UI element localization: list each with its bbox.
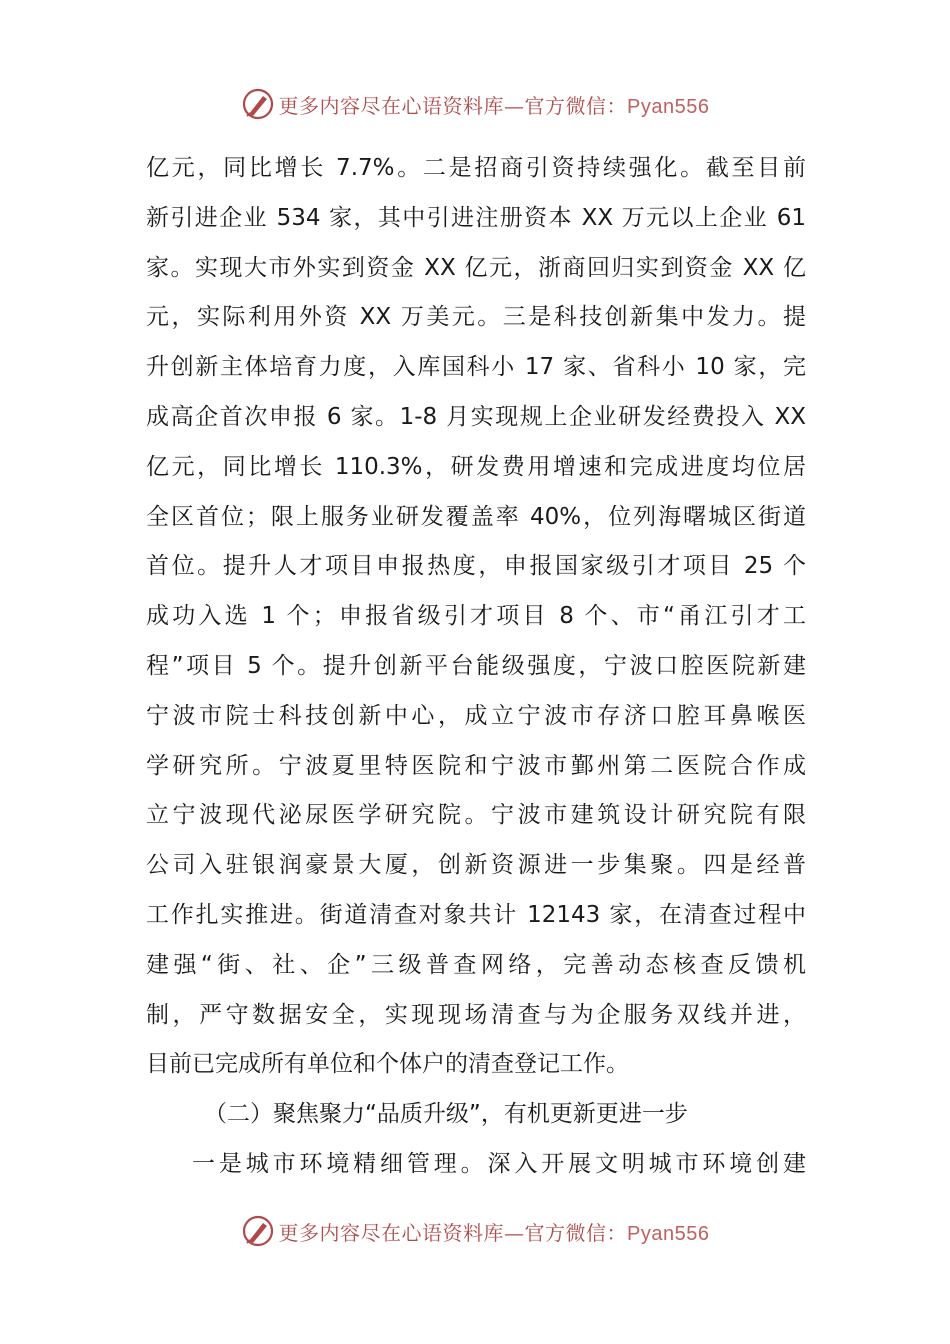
paragraph-line: 工作扎实推进。街道清查对象共计 12143 家，在清查过程中: [146, 901, 806, 928]
paragraph-line: 首位。提升人才项目申报热度，申报国家级引才项目 25 个: [146, 553, 806, 580]
banner-text: 更多内容尽在心语资料库—官方微信：Pyan556: [278, 93, 710, 118]
section-heading: （二）聚焦聚力“品质升级”，有机更新更进一步: [204, 1101, 688, 1128]
paragraph-line: 升创新主体培育力度，入库国科小 17 家、省科小 10 家，完: [146, 354, 806, 381]
paragraph-line: 元，实际利用外资 XX 万美元。三是科技创新集中发力。提: [146, 304, 806, 331]
section-first-line: 一是城市环境精细管理。深入开展文明城市环境创建: [192, 1150, 806, 1177]
paragraph-line: 学研究所。宁波夏里特医院和宁波市鄞州第二医院合作成: [146, 752, 806, 779]
paragraph-line: 成功入选 1 个；申报省级引才项目 8 个、市“甬江引才工: [146, 603, 806, 630]
document-body: [146, 144, 806, 1190]
paragraph-line: 制，严守数据安全，实现现场清查与为企服务双线并进，: [146, 1001, 806, 1028]
paragraph-line: 全区首位；限上服务业研发覆盖率 40%，位列海曙城区街道: [146, 503, 806, 530]
paragraph-line: 目前已完成所有单位和个体户的清查登记工作。: [146, 1051, 629, 1078]
pen-nib-logo-icon: [241, 1214, 275, 1248]
paragraph-line: 程”项目 5 个。提升创新平台能级强度，宁波口腔医院新建: [146, 652, 806, 679]
wechat-id: Pyan556: [627, 95, 710, 118]
paragraph-line: 成高企首次申报 6 家。1-8 月实现规上企业研发经费投入 XX: [146, 403, 806, 430]
banner-text: 更多内容尽在心语资料库—官方微信：Pyan556: [278, 1220, 710, 1245]
footer-watermark-banner: [0, 1211, 950, 1251]
paragraph-line: 建强“街、社、企”三级普查网络，完善动态核查反馈机: [146, 951, 806, 978]
paragraph-line: 立宁波现代泌尿医学研究院。宁波市建筑设计研究院有限: [146, 802, 806, 829]
paragraph-line: 亿元，同比增长 7.7%。二是招商引资持续强化。截至目前: [146, 155, 806, 181]
pen-nib-logo-icon: [241, 87, 275, 121]
paragraph-line: 新引进企业 534 家，其中引进注册资本 XX 万元以上企业 61: [146, 204, 806, 231]
wechat-id: Pyan556: [627, 1222, 710, 1245]
header-watermark-banner: [0, 84, 950, 124]
paragraph-line: 公司入驻银润豪景大厦，创新资源进一步集聚。四是经普: [146, 852, 806, 879]
paragraph-line: 宁波市院士科技创新中心，成立宁波市存济口腔耳鼻喉医: [146, 702, 806, 729]
paragraph-line: 亿元，同比增长 110.3%，研发费用增速和完成进度均位居: [146, 453, 806, 480]
paragraph-line: 家。实现大市外实到资金 XX 亿元，浙商回归实到资金 XX 亿: [146, 254, 806, 281]
